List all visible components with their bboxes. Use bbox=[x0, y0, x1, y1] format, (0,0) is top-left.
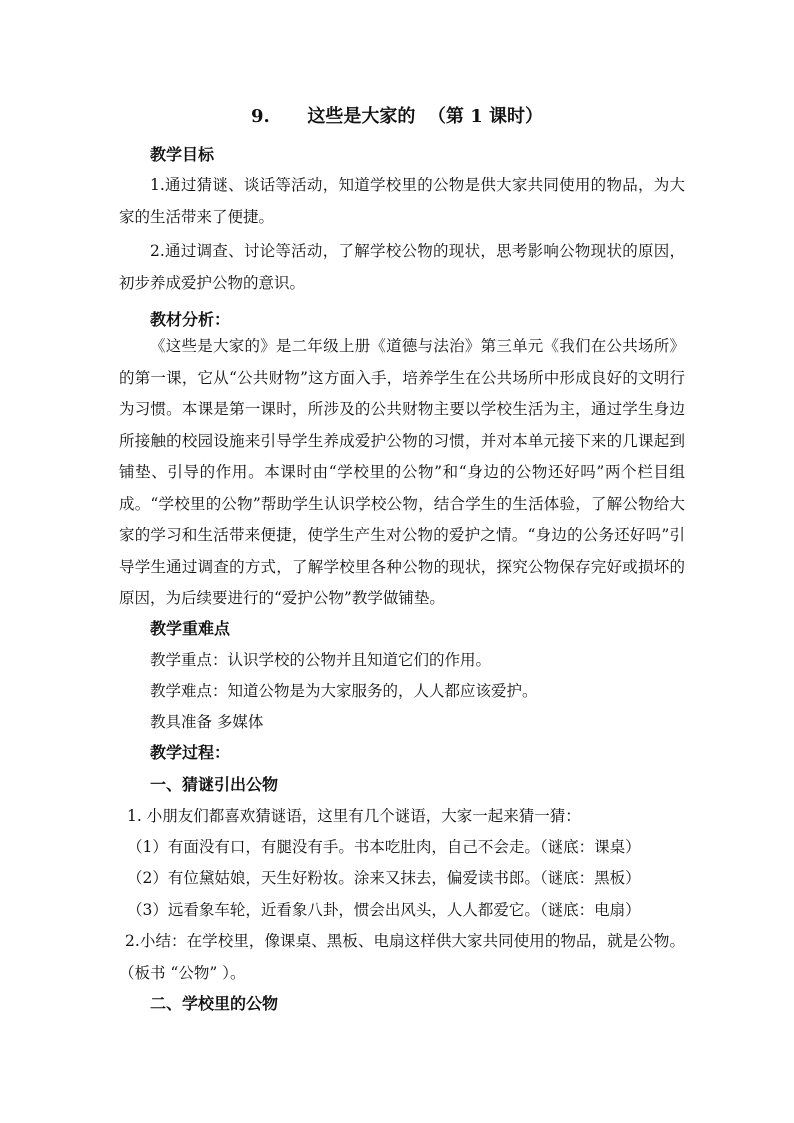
page-title: 9. 这些是大家的 （第 1 课时） bbox=[251, 106, 543, 127]
material-analysis-text: 《这些是大家的》是二年级上册《道德与法治》第三单元《我们在公共场所》的第一课，它从“公共财物”这方面入手，培养学生在公共场所中形成良好的文明行为习惯。本课是第一课时，所涉及的公共财物主要以学校生活为主，通过学生身边所接触的校园设施来引导学生养成爱护公物的习惯，并对本单元接下来的几课起到铺垫、引导的作用。本课时由“学校里的公物”和“身边的公物还好吗”两个栏目组成。“学校里的公物”帮助学生认识学校公物，结合学生的生活体验，了解公物给大家的学习和生活带来便捷，使学生产生对公物的爱护之情。“身边的公务还好吗”引导学生通过调查的方式，了解学校里各种公物的现状，探究公物保存完好或损坏的原因，为后续要进行的“爱护公物”教学做铺垫。 bbox=[119, 337, 685, 607]
section-1-heading: 一、猜谜引出公物 bbox=[150, 775, 279, 794]
riddle-1: （1）有面没有口，有腿没有手。书本吃肚肉，自己不会走。（谜底：课桌） bbox=[127, 838, 641, 856]
material-analysis-heading: 教材分析： bbox=[150, 310, 231, 329]
key-difficult-heading: 教学重难点 bbox=[150, 619, 231, 638]
teaching-process-heading: 教学过程： bbox=[150, 743, 231, 762]
summary: 2.小结：在学校里，像课桌、黑板、电扇这样供大家共同使用的物品，就是公物。（板书 “公物” ）。 bbox=[119, 932, 685, 982]
teaching-goal-2: 2.通过调查、讨论等活动，了解学校公物的现状，思考影响公物现状的原因，初步养成爱护公物的意识。 bbox=[119, 242, 685, 292]
riddle-3: （3）远看象车轮，近看象八卦，惯会出风头，人人都爱它。（谜底：电扇） bbox=[127, 901, 641, 919]
section-2-heading: 二、学校里的公物 bbox=[150, 994, 279, 1013]
riddle-2: （2）有位黛姑娘，天生好粉妆。涂来又抹去，偏爱读书郎。（谜底：黑板） bbox=[127, 869, 641, 887]
teaching-goal-1: 1.通过猜谜、谈话等活动，知道学校里的公物是供大家共同使用的物品，为大家的生活带来了便捷。 bbox=[119, 176, 685, 226]
teaching-goal-heading: 教学目标 bbox=[150, 145, 215, 164]
step-1: 1. 小朋友们都喜欢猜谜语，这里有几个谜语，大家一起来猜一猜： bbox=[127, 807, 581, 825]
difficult-point: 教学难点：知道公物是为大家服务的，人人都应该爱护。 bbox=[150, 682, 538, 700]
teaching-tools: 教具准备 多媒体 bbox=[150, 713, 264, 731]
key-point: 教学重点：认识学校的公物并且知道它们的作用。 bbox=[150, 651, 492, 669]
